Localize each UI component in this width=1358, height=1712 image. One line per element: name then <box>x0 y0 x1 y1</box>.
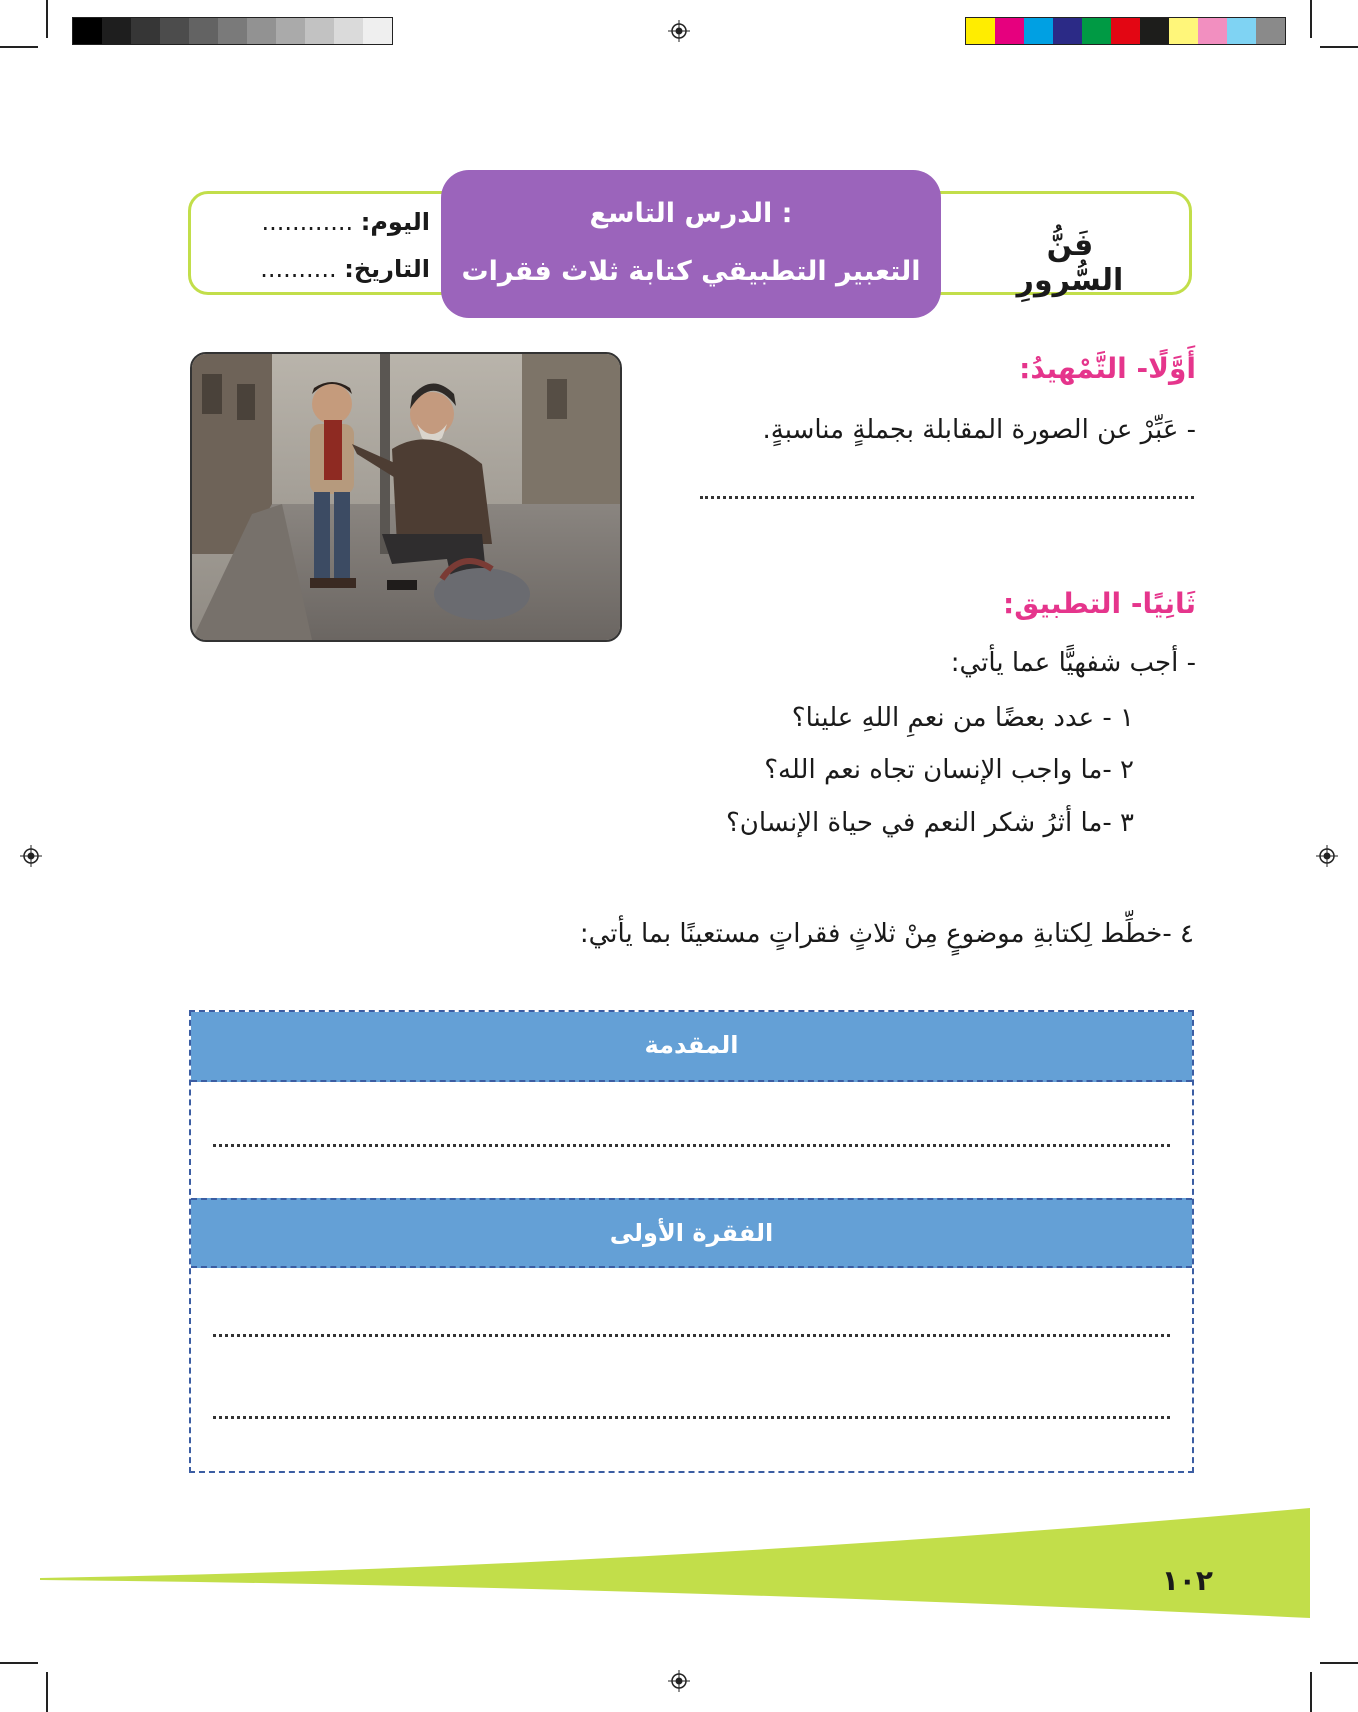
lesson-title-banner <box>441 170 941 318</box>
registration-mark-icon <box>1316 845 1338 867</box>
crop-mark <box>46 0 48 38</box>
day-label: اليوم: <box>360 208 430 236</box>
grayscale-calibration-strip <box>72 17 393 45</box>
section2-instruction: - أجب شفهيًّا عما يأتي: <box>950 648 1196 678</box>
day-dots: ............ <box>261 208 354 236</box>
footer-lime-swoosh <box>40 1508 1320 1618</box>
date-dots: .......... <box>260 255 337 283</box>
crop-mark <box>1310 1672 1312 1712</box>
question-3: ٣ -ما أثرُ شكر النعم في حياة الإنسان؟ <box>725 808 1134 838</box>
intro-answer-line <box>213 1144 1170 1147</box>
intro-band: المقدمة <box>191 1012 1192 1082</box>
registration-mark-icon <box>20 845 42 867</box>
task-4: ٤ -خطِّط لِكتابةِ موضوعٍ مِنْ ثلاثٍ فقراتٍ مستعينًا بما يأتي: <box>579 919 1194 949</box>
page-number: ١٠٢ <box>1161 1564 1213 1597</box>
section1-title: أَوَّلًا- التَّمْهيدُ: <box>1019 352 1196 385</box>
paragraph1-band: الفقرة الأولى <box>191 1198 1192 1268</box>
lesson-label: الدرس التاسع : <box>589 198 793 229</box>
unit-title: فَنُّ السُّرورِ <box>1016 228 1124 298</box>
date-field <box>230 255 430 283</box>
answer-line <box>700 496 1194 499</box>
registration-mark-icon <box>668 20 690 42</box>
day-field <box>230 208 430 236</box>
lesson-title: التعبير التطبيقي كتابة ثلاث فقرات <box>461 256 921 287</box>
color-calibration-strip <box>965 17 1286 45</box>
paragraph1-answer-line-1 <box>213 1334 1170 1337</box>
date-label: التاريخ: <box>344 255 430 283</box>
paragraph1-answer-line-2 <box>213 1416 1170 1419</box>
crop-mark <box>1320 46 1358 48</box>
street-photo-man-and-child <box>190 352 622 642</box>
question-2: ٢ -ما واجب الإنسان تجاه نعم الله؟ <box>764 755 1134 785</box>
crop-mark <box>0 1662 38 1664</box>
question-1: ١ - عدد بعضًا من نعمِ اللهِ علينا؟ <box>791 703 1134 733</box>
crop-mark <box>46 1672 48 1712</box>
section1-instruction: - عَبِّرْ عن الصورة المقابلة بجملةٍ مناسبةٍ. <box>762 415 1196 445</box>
crop-mark <box>0 46 38 48</box>
crop-mark <box>1320 1662 1358 1664</box>
section2-title: ثَانِيًا- التطبيق: <box>1003 587 1196 620</box>
outline-table <box>189 1010 1194 1473</box>
crop-mark <box>1310 0 1312 38</box>
registration-mark-icon <box>668 1670 690 1692</box>
photo-illustration <box>192 354 620 640</box>
